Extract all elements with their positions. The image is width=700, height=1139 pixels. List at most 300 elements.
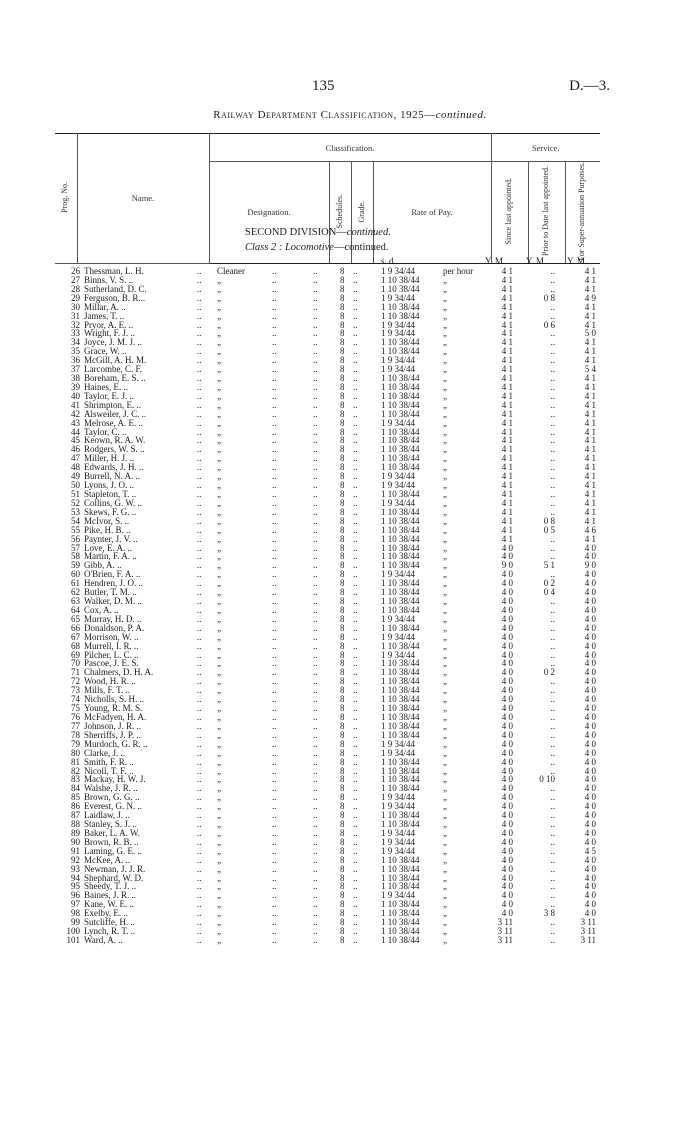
leader-dots: ..	[272, 560, 277, 571]
leader-dots: ..	[272, 408, 277, 419]
service-since: 4 0	[501, 712, 513, 722]
leader-dots: ..	[272, 301, 277, 312]
leader-dots: ..	[197, 729, 202, 740]
leader-dots: ..	[313, 462, 318, 473]
rate-unit: „	[443, 292, 447, 303]
service-prior: ..	[550, 738, 555, 749]
rate-of-pay: 1 10 38/44	[381, 453, 420, 464]
leader-dots: ..	[197, 658, 202, 669]
leader-dots: ..	[272, 649, 277, 660]
prog-no: 54	[71, 515, 80, 526]
leader-dots: ..	[313, 926, 318, 937]
leader-dots: ..	[197, 328, 202, 339]
service-prior: ..	[550, 364, 555, 375]
leader-dots: ..	[313, 658, 318, 669]
rate-of-pay: 1 10 38/44	[381, 408, 420, 419]
prog-no: 35	[71, 346, 80, 357]
designation: „	[217, 533, 221, 544]
designation: „	[217, 810, 221, 821]
designation: „	[217, 935, 221, 945]
service-superannuation: 4 1	[584, 506, 596, 517]
leader-dots: ..	[353, 810, 358, 821]
service-since: 4 1	[501, 301, 513, 312]
service-superannuation: 4 0	[584, 783, 596, 794]
designation: „	[217, 373, 221, 384]
staff-name: Ferguson, B. R...	[84, 292, 146, 303]
grade: 8	[340, 649, 345, 660]
prog-no: 27	[71, 274, 80, 285]
leader-dots: ..	[197, 640, 202, 651]
rate-unit: „	[443, 694, 447, 705]
service-prior: 0 8	[543, 292, 555, 303]
leader-dots: ..	[313, 364, 318, 375]
leader-dots: ..	[197, 292, 202, 303]
service-prior: ..	[550, 649, 555, 660]
designation: „	[217, 881, 221, 892]
leader-dots: ..	[353, 542, 358, 553]
leader-dots: ..	[313, 337, 318, 348]
header-service: Service.	[491, 134, 600, 162]
leader-dots: ..	[353, 596, 358, 607]
rate-unit: „	[443, 328, 447, 339]
leader-dots: ..	[197, 569, 202, 580]
leader-dots: ..	[197, 542, 202, 553]
leader-dots: ..	[197, 408, 202, 419]
leader-dots: ..	[272, 604, 277, 615]
service-superannuation: 4 6	[584, 524, 596, 535]
leader-dots: ..	[313, 801, 318, 812]
staff-name: Binns, V. S. ..	[84, 274, 134, 285]
service-prior: ..	[550, 604, 555, 615]
rate-of-pay: 1 10 38/44	[381, 381, 420, 392]
leader-dots: ..	[272, 587, 277, 598]
designation: „	[217, 756, 221, 767]
leader-dots: ..	[313, 604, 318, 615]
leader-dots: ..	[353, 604, 358, 615]
service-prior: ..	[550, 631, 555, 642]
document-reference: D.—3.	[569, 78, 610, 94]
service-prior: ..	[550, 756, 555, 767]
rate-unit: „	[443, 596, 447, 607]
leader-dots: ..	[197, 266, 202, 276]
leader-dots: ..	[197, 694, 202, 705]
staff-name: Keown, R. A. W.	[84, 435, 146, 446]
leader-dots: ..	[353, 337, 358, 348]
rate-unit: „	[443, 364, 447, 375]
rate-of-pay: 1 10 38/44	[381, 810, 420, 821]
leader-dots: ..	[197, 827, 202, 838]
staff-name: Smith, F. R. ..	[84, 756, 134, 767]
rate-of-pay: 1 10 38/44	[381, 872, 420, 883]
grade: 8	[340, 417, 345, 428]
prog-no: 99	[71, 917, 80, 928]
staff-name: Brown, G. G. ..	[84, 792, 140, 803]
service-prior: ..	[550, 462, 555, 473]
prog-no: 40	[71, 390, 80, 401]
designation: „	[217, 667, 221, 678]
leader-dots: ..	[272, 872, 277, 883]
staff-name: Martin, F. A. ..	[84, 551, 137, 562]
prog-no: 62	[71, 587, 80, 598]
unit-prior: Y. M.	[526, 256, 547, 266]
service-prior: 3 8	[543, 908, 555, 919]
designation: „	[217, 917, 221, 928]
rate-unit: „	[443, 489, 447, 499]
rate-unit: „	[443, 756, 447, 767]
designation: „	[217, 685, 221, 696]
staff-name: Boreham, E. S. ..	[84, 373, 146, 384]
staff-name: Murdoch, G. R. ..	[84, 738, 148, 749]
leader-dots: ..	[197, 801, 202, 812]
leader-dots: ..	[313, 426, 318, 437]
designation: „	[217, 845, 221, 856]
leader-dots: ..	[353, 640, 358, 651]
rate-unit: „	[443, 578, 447, 589]
service-prior: 5 1	[543, 560, 555, 571]
leader-dots: ..	[313, 747, 318, 758]
leader-dots: ..	[313, 899, 318, 910]
leader-dots: ..	[313, 587, 318, 598]
leader-dots: ..	[272, 783, 277, 794]
service-prior: ..	[550, 872, 555, 883]
service-since: 3 11	[497, 926, 513, 937]
service-prior: ..	[550, 827, 555, 838]
prog-no: 69	[71, 649, 80, 660]
leader-dots: ..	[313, 631, 318, 642]
grade: 8	[340, 301, 345, 312]
leader-dots: ..	[353, 399, 358, 410]
rate-unit: „	[443, 676, 447, 687]
service-superannuation: 3 11	[580, 917, 596, 928]
rate-unit: „	[443, 604, 447, 615]
rate-of-pay: 1 10 38/44	[381, 578, 420, 589]
service-superannuation: 4 0	[584, 774, 596, 785]
leader-dots: ..	[353, 462, 358, 473]
service-prior: ..	[550, 399, 555, 410]
grade: 8	[340, 480, 345, 491]
staff-name: Laming, G. E. ..	[84, 845, 142, 856]
leader-dots: ..	[353, 792, 358, 803]
leader-dots: ..	[197, 613, 202, 624]
staff-name: Sutherland, D. C.	[84, 283, 147, 294]
service-superannuation: 4 0	[584, 542, 596, 553]
service-since: 4 1	[501, 373, 513, 384]
grade: 8	[340, 283, 345, 294]
service-prior: ..	[550, 435, 555, 446]
rate-of-pay: 1 10 38/44	[381, 390, 420, 401]
staff-name: Lynch, R. T. ..	[84, 926, 136, 937]
leader-dots: ..	[272, 569, 277, 580]
leader-dots: ..	[197, 560, 202, 571]
leader-dots: ..	[313, 649, 318, 660]
grade: 8	[340, 578, 345, 589]
grade: 8	[340, 908, 345, 919]
rate-of-pay: 1 10 38/44	[381, 685, 420, 696]
designation: „	[217, 292, 221, 303]
service-since: 4 1	[501, 444, 513, 455]
grade: 8	[340, 712, 345, 722]
leader-dots: ..	[353, 747, 358, 758]
designation: „	[217, 551, 221, 562]
leader-dots: ..	[353, 444, 358, 455]
leader-dots: ..	[197, 738, 202, 749]
leader-dots: ..	[313, 685, 318, 696]
leader-dots: ..	[272, 596, 277, 607]
leader-dots: ..	[313, 622, 318, 633]
leader-dots: ..	[197, 845, 202, 856]
leader-dots: ..	[272, 578, 277, 589]
prog-no: 89	[71, 827, 80, 838]
service-prior: ..	[550, 497, 555, 508]
service-since: 4 1	[501, 390, 513, 401]
rate-unit: „	[443, 792, 447, 803]
rate-of-pay: 1 9 34/44	[381, 613, 416, 624]
service-prior: ..	[550, 390, 555, 401]
service-prior: ..	[550, 355, 555, 366]
rate-of-pay: 1 10 38/44	[381, 783, 420, 794]
service-superannuation: 4 0	[584, 631, 596, 642]
service-prior: ..	[550, 863, 555, 874]
leader-dots: ..	[313, 408, 318, 419]
staff-name: O'Brien, F. A. ..	[84, 569, 141, 580]
rate-unit: „	[443, 301, 447, 312]
grade: 8	[340, 622, 345, 633]
prog-no: 66	[71, 622, 80, 633]
service-since: 4 1	[501, 426, 513, 437]
rate-of-pay: 1 10 38/44	[381, 604, 420, 615]
service-prior: ..	[550, 283, 555, 294]
prog-no: 81	[71, 756, 80, 767]
service-superannuation: 4 1	[584, 408, 596, 419]
leader-dots: ..	[272, 444, 277, 455]
staff-name: Sherriffs, J. P. ..	[84, 729, 141, 740]
prog-no: 93	[71, 863, 80, 874]
staff-name: Miller, H. J. ..	[84, 453, 135, 464]
service-since: 4 1	[501, 364, 513, 375]
leader-dots: ..	[272, 613, 277, 624]
rate-unit: „	[443, 881, 447, 892]
grade: 8	[340, 685, 345, 696]
leader-dots: ..	[197, 435, 202, 446]
prog-no: 51	[71, 489, 80, 499]
leader-dots: ..	[272, 417, 277, 428]
grade: 8	[340, 266, 345, 276]
leader-dots: ..	[353, 506, 358, 517]
service-superannuation: 4 0	[584, 587, 596, 598]
leader-dots: ..	[353, 863, 358, 874]
leader-dots: ..	[272, 533, 277, 544]
staff-name: Nicholls, S. H. ..	[84, 694, 145, 705]
designation: „	[217, 836, 221, 847]
service-since: 4 1	[501, 328, 513, 339]
leader-dots: ..	[272, 676, 277, 687]
leader-dots: ..	[353, 301, 358, 312]
rate-of-pay: 1 10 38/44	[381, 462, 420, 473]
rate-unit: „	[443, 381, 447, 392]
leader-dots: ..	[353, 908, 358, 919]
designation: „	[217, 578, 221, 589]
rate-of-pay: 1 10 38/44	[381, 756, 420, 767]
service-superannuation: 4 0	[584, 854, 596, 865]
leader-dots: ..	[197, 533, 202, 544]
designation: „	[217, 890, 221, 901]
rate-unit: „	[443, 640, 447, 651]
rate-unit: „	[443, 373, 447, 384]
grade: 8	[340, 596, 345, 607]
service-superannuation: 3 11	[580, 935, 596, 945]
header-rate: Rate of Pay.	[373, 162, 491, 264]
leader-dots: ..	[272, 729, 277, 740]
service-prior: ..	[550, 613, 555, 624]
service-superannuation: 4 1	[584, 480, 596, 491]
service-superannuation: 4 0	[584, 551, 596, 562]
leader-dots: ..	[313, 881, 318, 892]
service-since: 4 1	[501, 515, 513, 526]
class-label: Class 2 :	[245, 242, 283, 253]
rate-unit: „	[443, 667, 447, 678]
designation: „	[217, 908, 221, 919]
rate-of-pay: 1 10 38/44	[381, 506, 420, 517]
prog-no: 36	[71, 355, 80, 366]
rate-of-pay: 1 10 38/44	[381, 917, 420, 928]
leader-dots: ..	[272, 908, 277, 919]
prog-no: 83	[71, 774, 80, 785]
rate-unit: „	[443, 569, 447, 580]
service-since: 4 0	[501, 703, 513, 714]
rate-of-pay: 1 9 34/44	[381, 738, 416, 749]
grade: 8	[340, 274, 345, 285]
leader-dots: ..	[197, 649, 202, 660]
rate-unit: „	[443, 551, 447, 562]
leader-dots: ..	[353, 729, 358, 740]
rate-unit: „	[443, 346, 447, 357]
rate-unit: „	[443, 747, 447, 758]
leader-dots: ..	[313, 292, 318, 303]
leader-dots: ..	[353, 381, 358, 392]
leader-dots: ..	[272, 506, 277, 517]
service-prior: ..	[550, 685, 555, 696]
rate-of-pay: 1 10 38/44	[381, 908, 420, 919]
service-since: 4 0	[501, 720, 513, 731]
service-superannuation: 4 1	[584, 337, 596, 348]
leader-dots: ..	[353, 827, 358, 838]
designation: „	[217, 827, 221, 838]
leader-dots: ..	[313, 355, 318, 366]
rate-of-pay: 1 9 34/44	[381, 355, 416, 366]
rate-of-pay: 1 10 38/44	[381, 373, 420, 384]
service-prior: 0 4	[543, 587, 555, 598]
rate-unit: „	[443, 649, 447, 660]
service-superannuation: 4 1	[584, 444, 596, 455]
leader-dots: ..	[272, 720, 277, 731]
prog-no: 86	[71, 801, 80, 812]
leader-dots: ..	[353, 435, 358, 446]
grade: 8	[340, 604, 345, 615]
staff-name: Larcombe, C. F.	[84, 364, 143, 375]
grade: 8	[340, 506, 345, 517]
leader-dots: ..	[197, 515, 202, 526]
staff-name: Johnson, J. R. ..	[84, 720, 142, 731]
designation: „	[217, 765, 221, 776]
leader-dots: ..	[313, 444, 318, 455]
leader-dots: ..	[197, 836, 202, 847]
service-prior: ..	[550, 792, 555, 803]
prog-no: 71	[71, 667, 80, 678]
leader-dots: ..	[197, 747, 202, 758]
prog-no: 94	[71, 872, 80, 883]
leader-dots: ..	[272, 685, 277, 696]
service-since: 4 0	[501, 827, 513, 838]
service-since: 4 0	[501, 872, 513, 883]
leader-dots: ..	[353, 390, 358, 401]
rate-of-pay: 1 10 38/44	[381, 694, 420, 705]
leader-dots: ..	[272, 551, 277, 562]
leader-dots: ..	[353, 720, 358, 731]
prog-no: 73	[71, 685, 80, 696]
grade: 8	[340, 328, 345, 339]
service-superannuation: 4 0	[584, 756, 596, 767]
leader-dots: ..	[197, 881, 202, 892]
leader-dots: ..	[272, 756, 277, 767]
leader-dots: ..	[313, 827, 318, 838]
leader-dots: ..	[353, 917, 358, 928]
service-superannuation: 5 4	[584, 364, 596, 375]
leader-dots: ..	[313, 533, 318, 544]
service-prior: 0 6	[543, 319, 555, 330]
grade: 8	[340, 551, 345, 562]
designation: „	[217, 283, 221, 294]
service-superannuation: 4 0	[584, 694, 596, 705]
staff-name: Shrimpton, E. ..	[84, 399, 142, 410]
prog-no: 46	[71, 444, 80, 455]
prog-no: 53	[71, 506, 80, 517]
service-superannuation: 4 1	[584, 462, 596, 473]
service-since: 4 1	[501, 480, 513, 491]
rate-unit: „	[443, 685, 447, 696]
service-since: 4 1	[501, 462, 513, 473]
rate-of-pay: 1 10 38/44	[381, 533, 420, 544]
staff-name: Chalmers, D. H. A.	[84, 667, 154, 678]
header-grade: Grade.	[351, 162, 373, 264]
service-superannuation: 4 0	[584, 658, 596, 669]
rate-unit: „	[443, 471, 447, 482]
service-since: 4 0	[501, 596, 513, 607]
grade: 8	[340, 489, 345, 499]
leader-dots: ..	[272, 631, 277, 642]
rate-of-pay: 1 10 38/44	[381, 774, 420, 785]
rate-unit: „	[443, 319, 447, 330]
grade: 8	[340, 515, 345, 526]
grade: 8	[340, 926, 345, 937]
rate-of-pay: 1 10 38/44	[381, 926, 420, 937]
service-prior: 0 2	[543, 667, 555, 678]
leader-dots: ..	[353, 774, 358, 785]
service-superannuation: 4 1	[584, 417, 596, 428]
staff-name: Baker, L. A. W.	[84, 827, 140, 838]
leader-dots: ..	[197, 426, 202, 437]
leader-dots: ..	[197, 373, 202, 384]
class-name: Locomotive	[284, 242, 334, 253]
staff-name: James, T. ..	[84, 310, 125, 321]
service-since: 4 1	[501, 524, 513, 535]
leader-dots: ..	[197, 453, 202, 464]
division-continued: continued.	[346, 227, 391, 238]
leader-dots: ..	[197, 926, 202, 937]
rate-unit: „	[443, 890, 447, 901]
staff-name: Gibb, A. ..	[84, 560, 122, 571]
grade: 8	[340, 292, 345, 303]
rate-unit: „	[443, 720, 447, 731]
